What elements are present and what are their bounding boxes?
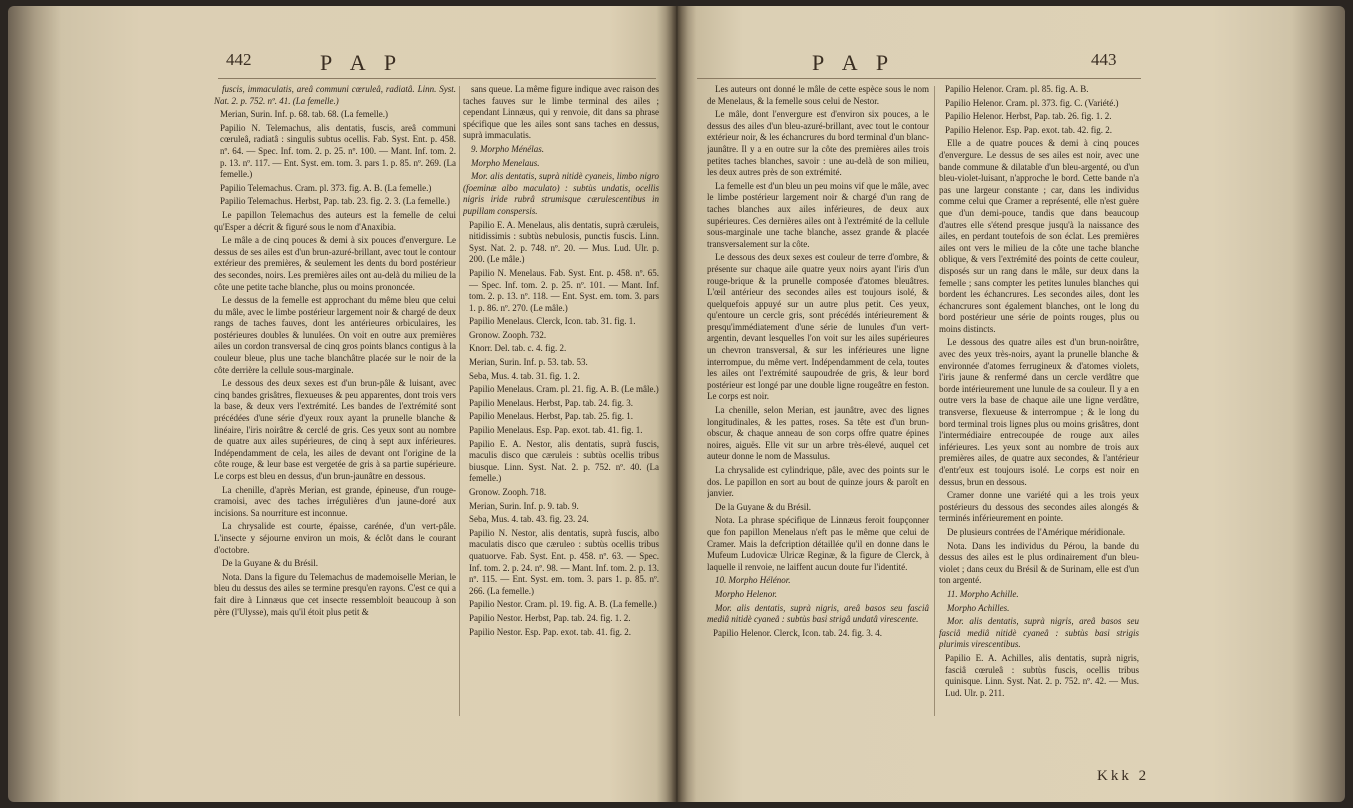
paragraph: Cramer donne une variété qui a les trois yeux postérieurs du dessous des secondes ailes alongés & terminés inférieurement en pointe. [939,490,1139,524]
reference-entry: Papilio Menelaus. Cram. pl. 21. fig. A. B. (Le mâle.) [469,384,659,395]
species-heading: Morpho Achilles. [947,602,1010,613]
column-divider [934,86,935,716]
reference-entry: Papilio Menelaus. Clerck, Icon. tab. 31. fig. 1. [469,316,636,327]
reference-entry: Papilio Telemachus. Herbst, Pap. tab. 23. fig. 2. 3. (La femelle.) [220,196,450,207]
reference-entry: Papilio Menelaus. Esp. Pap. exot. tab. 41. fig. 1. [469,425,643,436]
paragraph: De la Guyane & du Brésil. [715,501,811,512]
column-divider [459,86,460,716]
page-number: 442 [226,50,252,69]
paragraph: Nota. La phrase spécifique de Linnæus feroit foupçonner que fon papillon Menelaus n'eft pas le même que celui de Cramer. Mais la defcription détaillée qu'il en donne dans le Mufeum Ludovicæ Ulricæ Reginæ, & la figure de Clerck, à laquelle il renvoie, ne laiffent aucun doute fur l'identité. [707,515,929,572]
reference-entry: Papilio Helenor. Cram. pl. 373. fig. C. (Variété.) [945,97,1119,108]
reference-entry: Papilio E. A. Nestor, alis dentatis, suprà fuscis, maculis disco que cæruleis : subtùs ocellis tribus biusque. Linn. Syst. Nat. 2. p. 752. nº. 40. (La femelle.) [469,438,659,484]
latin-diagnosis: Mor. alis dentatis, suprà nigris, areâ basos seu fasciâ mediâ nitidè cyaneâ : subtùs basi strigis plurimis virescentibus. [939,616,1139,650]
paragraph: Nota. Dans les individus du Pérou, la bande du dessus des ailes est le plus ordinairement d'un bleu-violet ; dans ceux du Brésil & de Surinam, elle est d'un ton argenté. [939,540,1139,586]
reference-entry: Papilio Helenor. Esp. Pap. exot. tab. 42. fig. 2. [945,124,1112,135]
reference-entry: Papilio Helenor. Cram. pl. 85. fig. A. B. [945,84,1089,94]
reference-entry: Seba, Mus. 4. tab. 31. fig. 1. 2. [469,370,580,381]
paragraph: Nota. Dans la figure du Telemachus de mademoiselle Merian, le bleu du dessus des ailes se termine presqu'en rayons. C'est ce qui a fait dire à Linnæus que cet insecte ressembloit beaucoup à son père (l'Ulysse), mais qu'il étoit plus petit & [214,571,456,617]
reference-entry: Papilio N. Nestor, alis dentatis, suprà fuscis, albo maculatis disco que cæruleo : subtùs ocellis tribus quatuorve. Fab. Syst. Ent. p. 458. nº. 63. — Spec. Inf. tom. 2. p. 24. nº. 98. — Mant. Inf. tom. 2. p. 13. nº. 115. — Ent. Syst. em. tom. 3. pars 1. p. 85. nº. 266. (La femelle.) [469,527,659,596]
species-heading: 9. Morpho Ménélas. [471,143,544,154]
paragraph: La chrysalide est courte, épaisse, carénée, d'un vert-pâle. L'insecte y séjourne environ un mois, & éclôt dans le courant d'octobre. [214,521,456,555]
reference-entry: Papilio Menelaus. Herbst, Pap. tab. 24. fig. 3. [469,397,633,408]
reference-entry: Papilio N. Telemachus, alis dentatis, fuscis, areâ communi cœruleâ, radiatâ : singulis subtus ocellis. Fab. Syst. Ent. p. 458. nº. 64. — Spec. Inf. tom. 2. p. 25. nº. 100. — Mant. Inf. tom. 2. p. 13. nº. 117. — Ent. Syst. em. tom. 3. pars 1. p. 85. nº. 269. (La femelle.) [220,122,456,180]
paragraph: La chrysalide est cylindrique, pâle, avec des points sur le dos. Le papillon en sort au bout de quinze jours & paroît en janvier. [707,465,929,499]
running-header: P A P [320,50,404,75]
latin-diagnosis: Mor. alis dentatis, suprà nigris, areâ basos seu fasciâ mediâ nitidè cyaneâ : subtùs basi strigâ undatâ virescente. [707,602,929,625]
text-column-2 [939,84,1139,724]
paragraph: De plusieurs contrées de l'Amérique méridionale. [947,526,1126,537]
reference-entry: Papilio E. A. Achilles, alis dentatis, suprà nigris, fasciâ cœruleâ : subtùs fuscis, ocellis tribus quinisque. Linn. Syst. Nat. 2. p. 752. nº. 42. — Mus. Lud. Ulr. p. 211. [945,652,1139,698]
running-header: P A P [812,50,896,75]
paragraph: Le dessous des quatre ailes est d'un brun-noirâtre, avec des yeux très-noirs, ayant la prunelle blanche & environnée d'atomes ferrugineux & d'atomes violets, l'iris jaune & renfermé dans un cercle verdâtre que borde intérieurement une lunule de sa couleur. Il y a en outre vers la base de chaque aile une ligne verdâtre, transverse, flexueuse & interrompue ; & le long du bord terminal trois lignes plus ou moins grisâtres, dont l'intermédiaire entrecoupée de rouge aux ailes inférieures. Les yeux sont au nombre de trois aux premières ailes, de quatre aux secondes, & l'antérieur d'entr'eux est toujours isolé. Le corps est noir en dessus, brun en dessous. [939,337,1139,487]
signature-mark: Kkk 2 [1097,768,1150,784]
reference-entry: Papilio Helenor. Clerck, Icon. tab. 24. fig. 3. 4. [713,627,882,638]
paragraph: Les auteurs ont donné le mâle de cette espèce sous le nom de Menelaus, & la femelle sous celui de Nestor. [707,84,929,106]
paragraph: Le papillon Telemachus des auteurs est la femelle de celui qu'Esper a décrit & figuré sous le nom d'Anaxibia. [214,209,456,232]
reference-entry: Papilio Menelaus. Herbst, Pap. tab. 25. fig. 1. [469,411,633,422]
open-book [8,6,1345,802]
reference-entry: Merian, Surin. Inf. p. 9. tab. 9. [469,500,579,511]
paragraph: Le dessous des deux sexes est d'un brun-pâle & luisant, avec cinq bandes grisâtres, flexueuses & peu apparentes, dont trois vers la base, & deux vers l'extrémité. Les bandes de l'extrémité sont précédées d'une série d'yeux roux ayant la prunelle blanche & linéaire, l'iris noirâtre & cerclé de gris. Ces yeux sont au nombre de quatre aux ailes supérieures, de cinq à sept aux inférieures. Indépendamment de cela, les ailes de devant ont l'origine de la côte rouge, & leur base est vergetée de gris à sa partie supérieure. Le corps est bleu en dessus, d'un brun-jaunâtre en dessous. [214,378,456,481]
reference-entry: Seba, Mus. 4. tab. 43. fig. 23. 24. [469,514,589,525]
paragraph: La femelle est d'un bleu un peu moins vif que le mâle, avec le limbe postérieur largement noir & chargé d'un rang de taches blanches aux ailes inférieures, de deux aux supérieures. Ces dernières ailes ont à l'extrémité de la cellule sous-marginale une tache blanche, assez grande & placée transversalement sur la côte. [707,180,929,249]
reference-entry: Papilio Telemachus. Cram. pl. 373. fig. A. B. (La femelle.) [220,182,432,193]
reference-entry: Papilio Nestor. Herbst, Pap. tab. 24. fig. 1. 2. [469,612,631,623]
paragraph: Le mâle a de cinq pouces & demi à six pouces d'envergure. Le dessus de ses ailes est d'un brun-azuré-brillant, avec tout le contour extérieur des premières, & seulement les dents du bord postérieur des secondes, noirs. Les premières ailes ont au-delà du milieu de la côte une petite tache blanche, plus ou moins prononcée. [214,235,456,292]
paragraph: sans queue. La même figure indique avec raison des taches fauves sur le limbe terminal des ailes ; cependant Linnæus, qui y renvoie, dit dans sa phrase spécifique que les ailes sont sans taches en dessus, suprà immaculatis. [463,84,659,141]
reference-entry: Papilio E. A. Menelaus, alis dentatis, suprà cæruleis, nitidissimis : subtùs nebulosis, punctis fuscis. Linn. Syst. Nat. 2. p. 748. nº. 20. — Mus. Lud. Ulr. p. 200. (Le mâle.) [469,219,659,265]
latin-diagnosis: Mor. alis dentatis, suprà nitidè cyaneis, limbo nigro (foeminæ albo maculato) : subtùs undatis, ocellis nigris iride rubrâ strumisque cærulescentibus in pupillam conspersis. [463,171,659,216]
paragraph: La chenille, d'après Merian, est grande, épineuse, d'un rouge-cramoisi, avec des taches irrégulières d'un jaune-doré aux incisions. Sa nourriture est inconnue. [214,484,456,518]
species-heading: 10. Morpho Hélénor. [715,575,791,586]
header-rule [218,78,656,79]
reference-entry: Merian, Surin. Inf. p. 53. tab. 53. [469,357,588,368]
paragraph: Le dessus de la femelle est approchant du même bleu que celui du mâle, avec le limbe postérieur largement noir & chargé de deux rangs de taches fauves, dont les antérieures orbiculaires, les postérieures doubles & lunulées. On voit en outre aux premières ailes un cordon transversal de cinq gros points blancs contigus à la couleur bleue, plus une tache blanchâtre placée sur le noir de la côte derrière la cellule sous-marginale. [214,295,456,375]
latin-diagnosis: fuscis, immaculatis, areâ communi cœruleâ, radiatâ. Linn. Syst. Nat. 2. p. 752. nº. 41. (La femelle.) [214,84,456,106]
paragraph: La chenille, selon Merian, est jaunâtre, avec des lignes longitudinales, & les pattes, roses. Sa tête est d'un brun-obscur, & chaque anneau de son corps offre quatre épines noires, aiguës. Elle vit sur un arbre très-élevé, auquel cet auteur donne le nom de Massulus. [707,405,929,462]
right-page [677,6,1345,802]
reference-entry: Merian, Surin. Inf. p. 68. tab. 68. (La femelle.) [220,109,388,120]
paragraph: Elle a de quatre pouces & demi à cinq pouces d'envergure. Le dessus de ses ailes est noir, avec une bande commune & dilatable d'un bleu-argenté, ou d'un bleu-violet-luisant, n'approche le bord. Cette bande n'a pas une largeur constante ; car, dans les individus comme celui que Cramer a représenté, elle n'est guère que d'un demi-pouce, tandis que dans beaucoup d'autres elle s'étend presque jusqu'à la naissance des ailes, en perdant toutefois de son éclat. Les premières ailes ont vers le milieu de la côte une tache blanche oblique, & vers l'extrémité des points de cette couleur, disposés sur un rang dans le mâle, sur deux dans la femelle ; sans compter les petites lunules blanches qui bordent les échancrures. Les secondes ailes, dont les échancrures sont également blanches, ont le long du bord postérieur une série de points rouges, plus ou moins distincts. [939,138,1139,334]
reference-entry: Gronow. Zooph. 732. [469,329,547,340]
header-rule [697,78,1141,79]
reference-entry: Knorr. Del. tab. c. 4. fig. 2. [469,343,567,354]
reference-entry: Papilio Nestor. Esp. Pap. exot. tab. 41. fig. 2. [469,626,631,637]
reference-entry: Gronow. Zooph. 718. [469,487,547,497]
reference-entry: Papilio N. Menelaus. Fab. Syst. Ent. p. 458. nº. 65. — Spec. Inf. tom. 2. p. 25. nº. 101. — Mant. Inf. tom. 2. p. 13. nº. 118. — Ent. Syst. em. tom. 3. pars 1. p. 86. nº. 270. (Le mâle.) [469,267,659,313]
reference-entry: Papilio Nestor. Cram. pl. 19. fig. A. B. (La femelle.) [469,599,657,610]
page-number: 443 [1091,50,1117,69]
species-heading: Morpho Menelaus. [471,157,540,168]
species-heading: Morpho Helenor. [715,588,777,599]
text-column-2 [463,84,659,724]
species-heading: 11. Morpho Achille. [947,588,1019,599]
left-page [8,6,676,802]
paragraph: Le dessous des deux sexes est couleur de terre d'ombre, & présente sur chaque aile quatre yeux noirs ayant l'iris d'un rouge-brique & la prunelle composée d'atomes bleuâtres. L'œil antérieur des secondes ailes est toujours isolé, & quelquefois appuyé sur un autre plus petit. Ces yeux, qu'entoure un cercle gris, sont précédés intérieurement & presqu'immédiatement d'une série de lunules d'un vert-argentin, devant lesquelles l'on voit sur les ailes supérieures un chevron transversal, & sur les inférieures une ligne interrompue, du même vert. Indépendamment de cela, toutes les ailes ont l'extrémité saupoudrée de gris, & leur bord postérieur est longé par une double ligne rougeâtre en feston. Le corps est noir. [707,252,929,402]
text-column-1 [214,84,456,724]
text-column-1 [707,84,929,724]
paragraph: Le mâle, dont l'envergure est d'environ six pouces, a le dessus des ailes d'un bleu-azuré-brillant, avec tout le contour extérieur noir, & les échancrures du bord terminal d'un blanc-jaunâtre. Il y a en outre sur la côte des premières ailes trois petites taches blanches, savoir : une au-delà de son milieu, les deux autres près de son extrémité. [707,109,929,178]
paragraph: De la Guyane & du Brésil. [222,558,318,569]
reference-entry: Papilio Helenor. Herbst, Pap. tab. 26. fig. 1. 2. [945,111,1112,122]
